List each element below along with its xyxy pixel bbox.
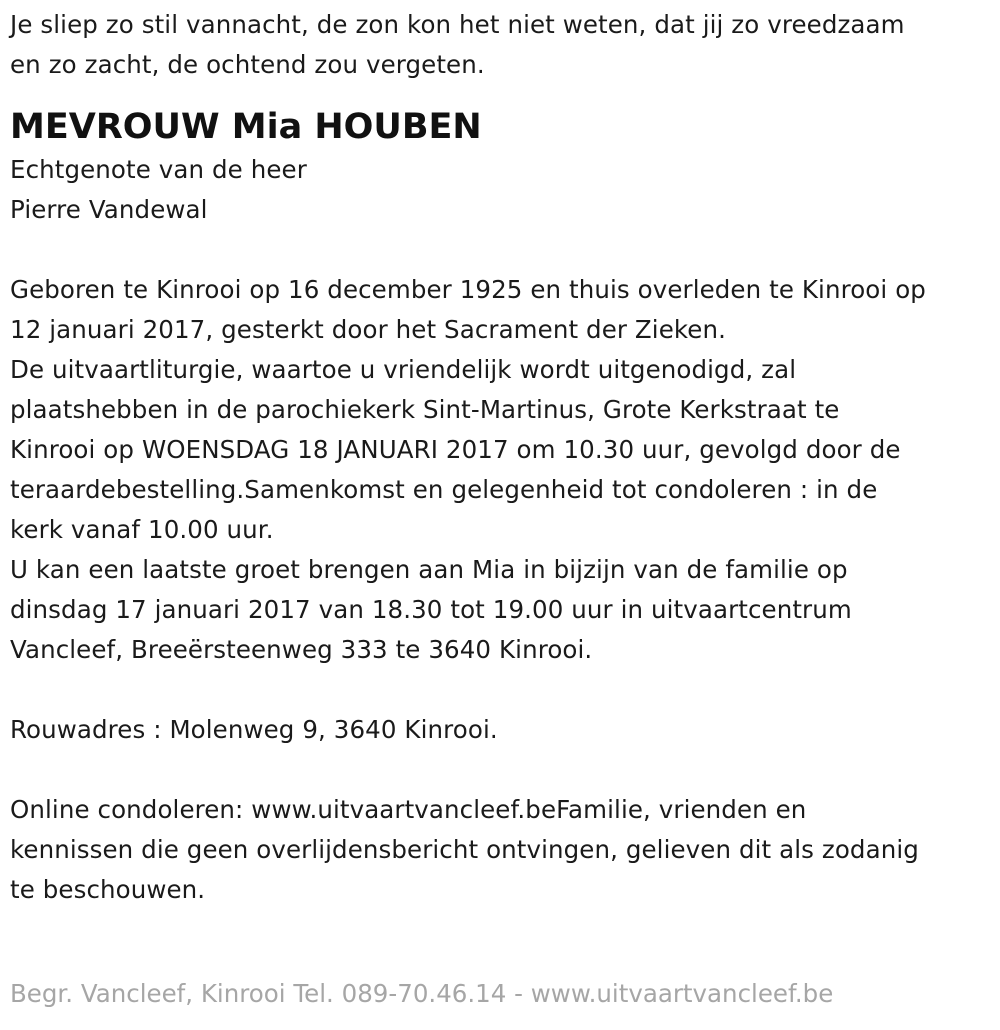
body-line: Vancleef, Breeërsteenweg 333 te 3640 Kinrooi. [10,635,593,664]
body-line: 12 januari 2017, gesterkt door het Sacrament der Zieken. [10,315,726,344]
body-line: Geboren te Kinrooi op 16 december 1925 en thuis overleden te Kinrooi op [10,275,926,304]
spouse-line: Pierre Vandewal [10,195,208,224]
poem [10,5,995,85]
deceased-name: MEVROUW Mia HOUBEN [10,107,482,147]
poem-line: Je sliep zo stil vannacht, de zon kon het niet weten, dat jij zo vreedzaam [10,10,905,39]
online-condolence-paragraph [10,790,995,910]
body-line: kerk vanaf 10.00 uur. [10,515,274,544]
body-line: U kan een laatste groet brengen aan Mia in bijzijn van de familie op [10,555,848,584]
spouse-line: Echtgenote van de heer [10,155,307,184]
spacer [10,750,995,790]
online-line: kennissen die geen overlijdensbericht ontvingen, gelieven dit als zodanig [10,835,919,864]
spacer [10,670,995,710]
spouse-info [10,150,995,230]
poem-line: en zo zacht, de ochtend zou vergeten. [10,50,485,79]
body-paragraph [10,270,995,670]
online-line: Online condoleren: www.uitvaartvancleef.beFamilie, vrienden en [10,795,807,824]
online-line: te beschouwen. [10,875,206,904]
spacer [10,230,995,270]
obituary-notice [10,0,995,910]
body-line: dinsdag 17 januari 2017 van 18.30 tot 19.00 uur in uitvaartcentrum [10,595,852,624]
body-line: teraardebestelling.Samenkomst en gelegenheid tot condoleren : in de [10,475,878,504]
body-line: Kinrooi op WOENSDAG 18 JANUARI 2017 om 10.30 uur, gevolgd door de [10,435,901,464]
body-line: De uitvaartliturgie, waartoe u vriendelijk wordt uitgenodigd, zal [10,355,797,384]
body-line: plaatshebben in de parochiekerk Sint-Martinus, Grote Kerkstraat te [10,395,840,424]
mourning-address: Rouwadres : Molenweg 9, 3640 Kinrooi. [10,715,498,744]
funeral-home-footer: Begr. Vancleef, Kinrooi Tel. 089-70.46.14 - www.uitvaartvancleef.be [10,979,834,1008]
